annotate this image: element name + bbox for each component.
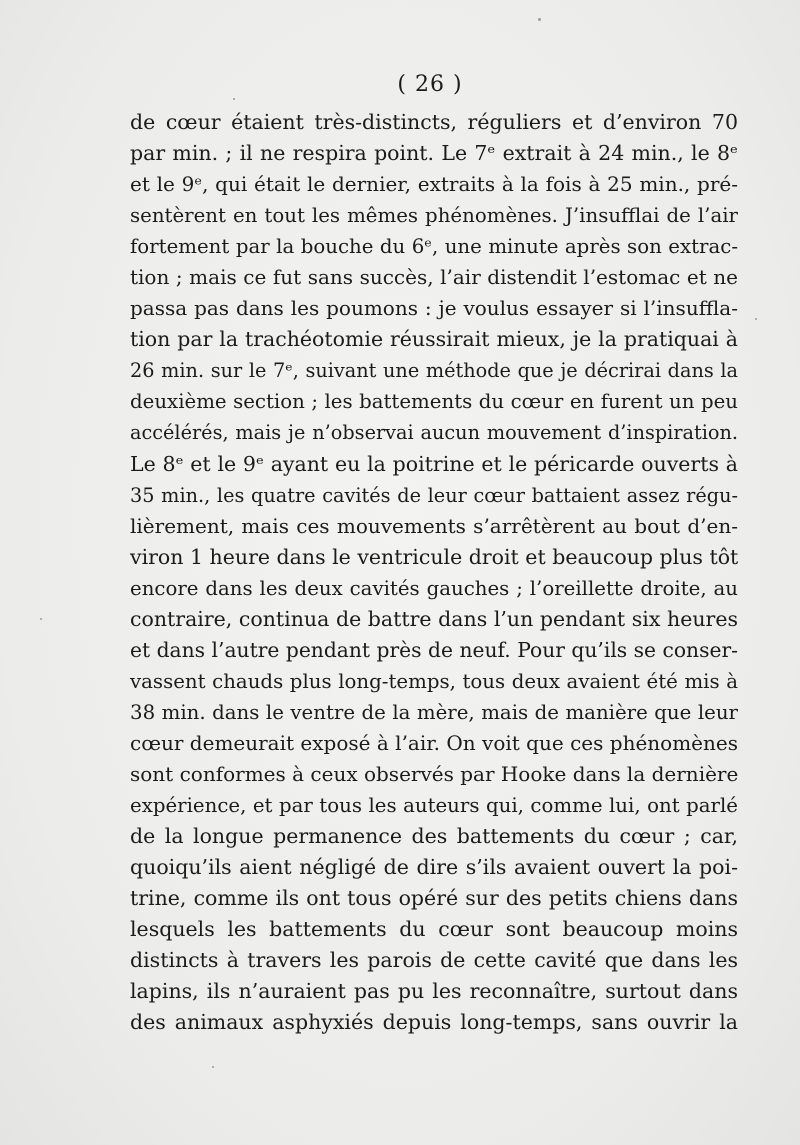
paper-speck: [538, 18, 541, 21]
text-line: vassent chauds plus long-temps, tous deux avaient été mis à: [130, 669, 738, 693]
text-line: de la longue permanence des battements du cœur ; car,: [130, 824, 738, 849]
text-line: lièrement, mais ces mouvements s’arrêtèrent au bout d’en-: [130, 513, 738, 538]
text-line: par min. ; il ne respira point. Le 7ᵉ extrait à 24 min., le 8ᵉ: [130, 141, 738, 166]
text-line: 38 min. dans le ventre de la mère, mais de manière que leur: [130, 700, 738, 724]
text-line: contraire, continua de battre dans l’un pendant six heures: [130, 606, 738, 631]
text-line: accélérés, mais je n’observai aucun mouvement d’inspiration.: [130, 421, 738, 445]
paper-speck: [233, 98, 235, 100]
text-line: et le 9ᵉ, qui était le dernier, extraits à la fois à 25 min., pré-: [130, 172, 738, 197]
text-line: 26 min. sur le 7ᵉ, suivant une méthode que je décrirai dans la: [130, 359, 738, 383]
text-line: des animaux asphyxiés depuis long-temps, sans ouvrir la: [130, 1010, 738, 1035]
text-line: fortement par la bouche du 6ᵉ, une minute après son extrac-: [130, 235, 738, 259]
text-line: lapins, ils n’auraient pas pu les reconnaître, surtout dans: [130, 979, 738, 1004]
text-line: sentèrent en tout les mêmes phénomènes. J’insufflai de l’air: [130, 204, 738, 228]
paper-speck: [755, 318, 757, 320]
text-line: cœur demeurait exposé à l’air. On voit que ces phénomènes: [130, 730, 738, 755]
text-line: sont conformes à ceux observés par Hooke dans la dernière: [130, 761, 739, 786]
text-line: encore dans les deux cavités gauches ; l’oreillette droite, au: [130, 576, 738, 600]
text-line: de cœur étaient très-distincts, réguliers et d’environ 70: [130, 110, 738, 134]
text-line: deuxième section ; les battements du cœur en furent un peu: [130, 390, 738, 414]
text-line: 35 min., les quatre cavités de leur cœur battaient assez régu-: [130, 483, 738, 507]
text-line: tion ; mais ce fut sans succès, l’air distendit l’estomac et ne: [130, 265, 738, 290]
text-line: Le 8ᵉ et le 9ᵉ ayant eu la poitrine et le péricarde ouverts à: [130, 451, 738, 476]
text-line: expérience, et par tous les auteurs qui, comme lui, ont parlé: [130, 794, 738, 818]
text-line: trine, comme ils ont tous opéré sur des petits chiens dans: [130, 886, 738, 911]
text-line: et dans l’autre pendant près de neuf. Pour qu’ils se conser-: [130, 637, 738, 662]
text-line: viron 1 heure dans le ventricule droit et beaucoup plus tôt: [130, 544, 739, 569]
paper-speck: [40, 618, 42, 620]
text-line: lesquels les battements du cœur sont beaucoup moins: [130, 917, 738, 942]
page-number: ( 26 ): [397, 72, 463, 97]
body-text: [130, 107, 738, 1038]
text-line: distincts à travers les parois de cette cavité que dans les: [130, 948, 738, 973]
text-line: quoiqu’ils aient négligé de dire s’ils avaient ouvert la poi-: [130, 855, 738, 880]
paper-speck: [212, 1066, 214, 1068]
text-line: passa pas dans les poumons : je voulus essayer si l’insuffla-: [130, 296, 738, 321]
text-line: tion par la trachéotomie réussirait mieux, je la pratiquai à: [130, 327, 738, 352]
